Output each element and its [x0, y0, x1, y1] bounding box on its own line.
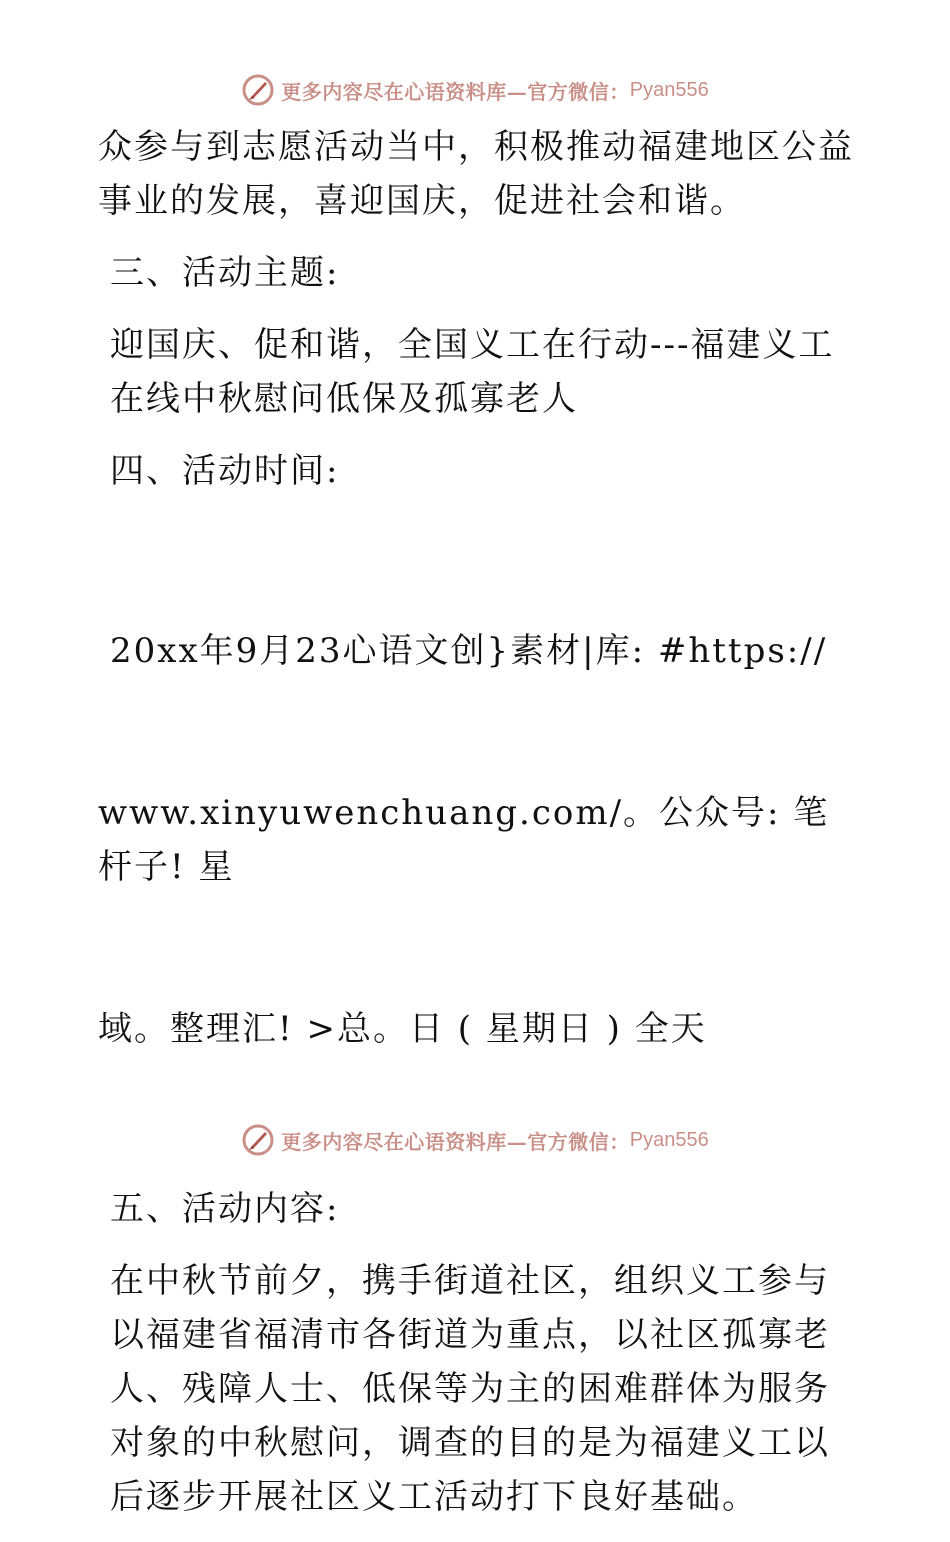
banner-contact: Pyan556: [629, 1128, 709, 1151]
paragraph-intro: 众参与到志愿活动当中，积极推动福建地区公益事业的发展，喜迎国庆，促进社会和谐。: [98, 127, 854, 221]
paragraph-time: [98, 516, 858, 1164]
document-body: [98, 120, 858, 1542]
heading-theme: 三、活动主题:: [110, 253, 340, 293]
quill-logo-icon: [241, 73, 275, 107]
footer-watermark-banner: [0, 1120, 950, 1160]
heading-time: 四、活动时间:: [110, 451, 340, 491]
banner-text: 更多内容尽在心语资料库—官方微信：: [281, 79, 630, 104]
quill-logo-icon: [241, 1123, 275, 1157]
time-line-3: 域。整理汇! >总。日 ( 星期日 ) 全天: [98, 1009, 707, 1049]
paragraph-content: 在中秋节前夕，携手街道社区，组织义工参与以福建省福清市各街道为重点，以社区孤寡老人、残障人士、低保等为主的困难群体为服务对象的中秋慰问，调查的目的是为福建义工以后逐步开展社区义工活动打下良好基础。: [110, 1261, 830, 1517]
heading-content: 五、活动内容:: [110, 1189, 340, 1229]
paragraph-theme: 迎国庆、促和谐，全国义工在行动---福建义工在线中秋慰问低保及孤寡老人: [110, 325, 835, 419]
time-line-1: 20xx年9月23心语文创}素材|库: #https://: [110, 631, 828, 671]
time-line-2: www.xinyuwenchuang.com/。公众号: 笔杆子! 星: [98, 793, 830, 887]
banner-contact: Pyan556: [629, 78, 709, 101]
header-watermark-banner: [0, 70, 950, 110]
banner-text: 更多内容尽在心语资料库—官方微信：: [281, 1129, 630, 1154]
